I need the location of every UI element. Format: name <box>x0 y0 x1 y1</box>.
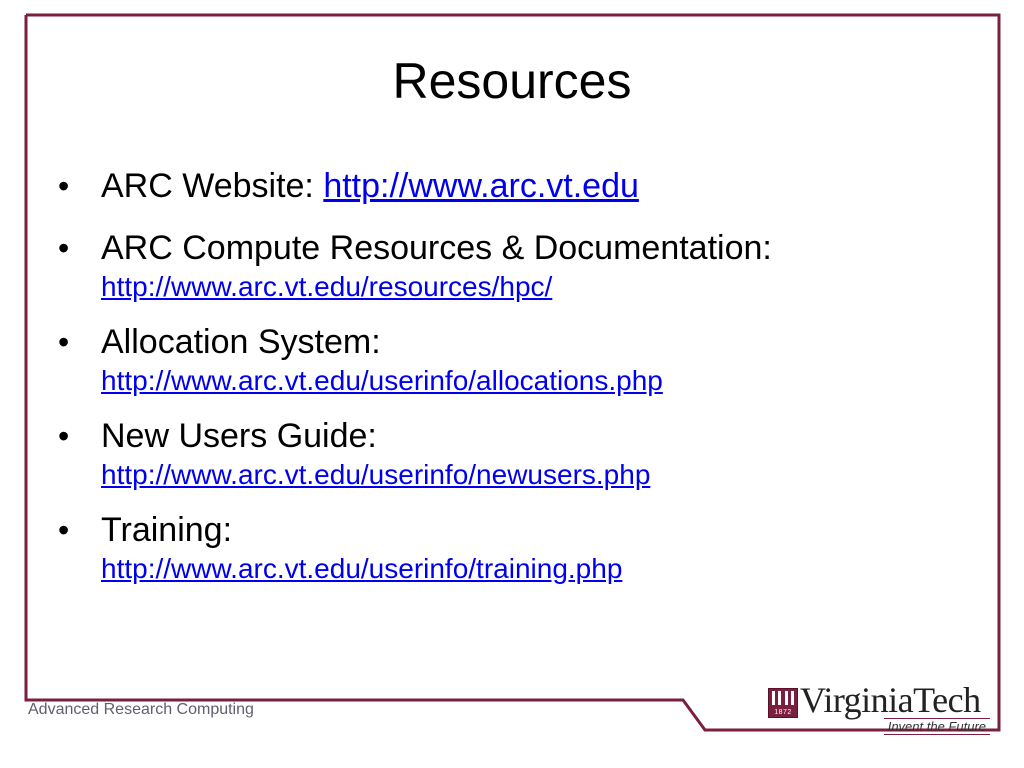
new-users-link[interactable]: http://www.arc.vt.edu/userinfo/newusers.php <box>101 459 651 490</box>
list-item <box>58 318 958 398</box>
bullet-label: ARC Compute Resources & Documentation: <box>101 229 772 267</box>
bullet-label: New Users Guide: <box>101 417 377 455</box>
list-item <box>58 412 958 492</box>
bullet-label: Allocation System: <box>101 323 381 361</box>
allocations-link[interactable]: http://www.arc.vt.edu/userinfo/allocations.php <box>101 365 663 396</box>
list-item <box>58 224 958 304</box>
resource-list <box>58 162 958 600</box>
bullet-label: ARC Website: <box>101 167 324 205</box>
list-item <box>58 162 958 210</box>
logo-wordmark: VirginiaTech <box>800 680 981 720</box>
footer-org-text: Advanced Research Computing <box>28 701 254 718</box>
training-link[interactable]: http://www.arc.vt.edu/userinfo/training.php <box>101 553 623 584</box>
list-item <box>58 506 958 586</box>
bullet-icon: • <box>58 168 70 204</box>
bullet-label: Training: <box>101 511 233 549</box>
virginia-tech-logo <box>768 680 990 732</box>
seal-year: 1872 <box>774 709 792 716</box>
bullet-icon: • <box>58 324 70 360</box>
slide-title: Resources <box>392 53 632 109</box>
virginia-tech-seal-icon <box>768 688 798 718</box>
bullet-icon: • <box>58 230 70 266</box>
arc-website-link[interactable]: http://www.arc.vt.edu <box>323 167 639 205</box>
hpc-resources-link[interactable]: http://www.arc.vt.edu/resources/hpc/ <box>101 271 553 302</box>
logo-tagline: Invent the Future <box>884 718 990 735</box>
bullet-icon: • <box>58 512 70 548</box>
bullet-icon: • <box>58 418 70 454</box>
